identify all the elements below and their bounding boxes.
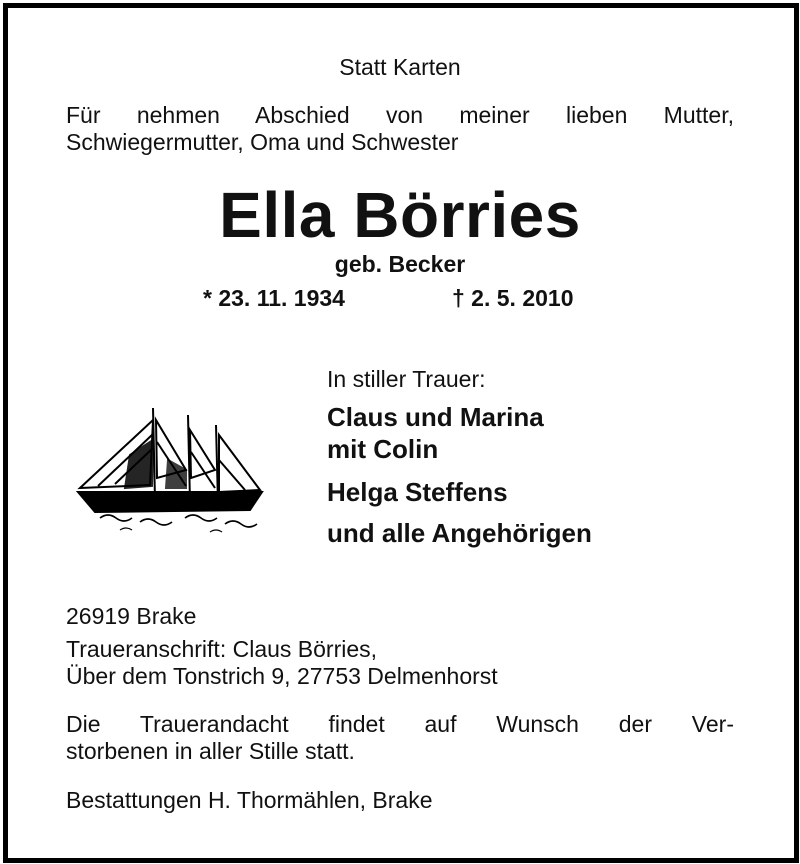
mourner-line-4: und alle Angehörigen (327, 518, 592, 548)
mourner-line-2: mit Colin (327, 434, 439, 464)
mourners-heading: In stiller Trauer: (327, 366, 486, 392)
notice-line-2: storbenen in aller Stille statt. (66, 738, 355, 764)
intro-line-2: Schwiegermutter, Oma und Schwester (66, 129, 459, 155)
address-line-1: Traueranschrift: Claus Börries, (66, 636, 378, 662)
sailing-ship-icon (70, 400, 270, 540)
death-date: † 2. 5. 2010 (452, 285, 574, 311)
birth-date: * 23. 11. 1934 (203, 285, 345, 311)
address-line-2: Über dem Tonstrich 9, 27753 Delmenhorst (66, 663, 498, 689)
mourner-line-3: Helga Steffens (327, 477, 508, 507)
deceased-name: Ella Börries (219, 179, 581, 251)
intro-line-1: Für nehmen Abschied von meiner lieben Mutter, (66, 102, 734, 128)
birth-name: geb. Becker (334, 251, 466, 277)
city: 26919 Brake (66, 603, 197, 629)
notice-line-1: Die Trauerandacht findet auf Wunsch der Ver- (66, 711, 734, 737)
header-text: Statt Karten (339, 54, 461, 80)
undertaker: Bestattungen H. Thormählen, Brake (66, 787, 433, 813)
mourner-line-1: Claus und Marina (327, 402, 544, 432)
